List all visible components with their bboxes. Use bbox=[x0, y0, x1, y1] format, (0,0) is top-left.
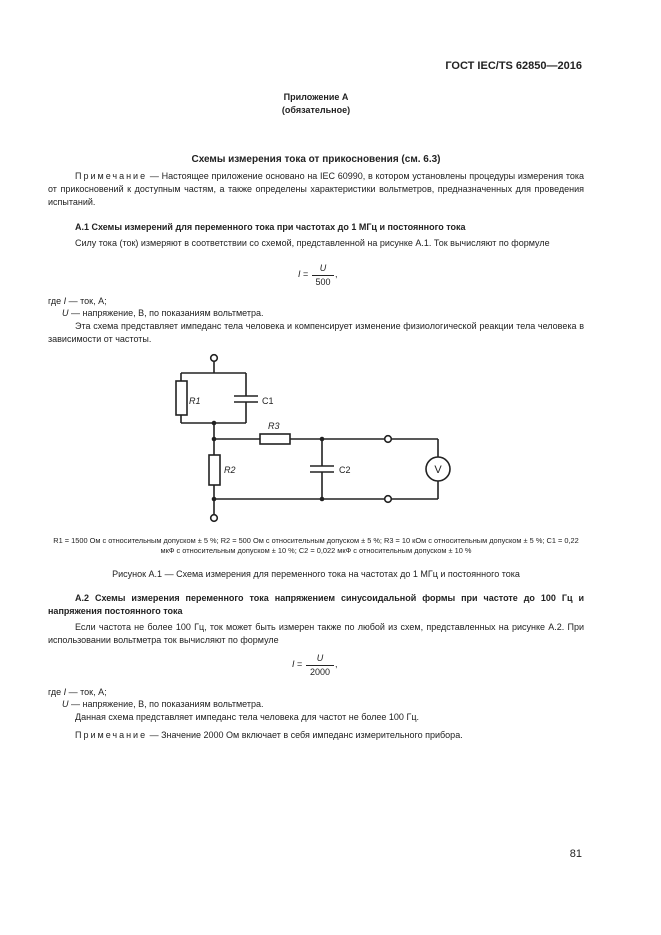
appendix-title: Приложение А bbox=[283, 92, 349, 102]
figure-values: R1 = 1500 Ом с относительным допуском ± 5 %; R2 = 500 Ом с относительным допуском ± 5 %; R3 = 10 кОм с относительным допуском ± 5 %; C1 = 0,22 мкФ с относительным допуском ± 10 %; C2 = 0,022 мкФ с относительным допуском ± 10 % bbox=[53, 536, 579, 555]
main-title: Схемы измерения тока от прикосновения (см. 6.3) bbox=[191, 154, 441, 165]
section-a2-paragraph-1: Если частота не более 100 Гц, ток может быть измерен также по любой из схем, представленных на рисунке А.2. При использовании вольтметра ток вычисляют по формуле bbox=[48, 622, 584, 645]
note-1-label: Примечание bbox=[75, 171, 148, 181]
appendix-subtitle: (обязательное) bbox=[281, 105, 351, 115]
r2-resistor bbox=[209, 455, 220, 485]
figure-caption: Рисунок А.1 — Схема измерения для переменного тока на частотах до 1 МГц и постоянного тока bbox=[112, 569, 520, 579]
note-2-label: Примечание bbox=[75, 730, 148, 740]
section-a1-where-2: U — напряжение, В, по показаниям вольтметра. bbox=[62, 308, 264, 318]
label-r1: R1 bbox=[189, 396, 201, 406]
section-a1-paragraph-1: Силу тока (ток) измеряют в соответствии со схемой, представленной на рисунке А.1. Ток вычисляют по формуле bbox=[75, 238, 550, 248]
section-a2-paragraph-2: Данная схема представляет импеданс тела человека для частот не более 100 Гц. bbox=[75, 712, 419, 722]
label-c1: C1 bbox=[262, 396, 274, 406]
r3-resistor bbox=[260, 434, 290, 444]
section-a2-title: А.2 Схемы измерения переменного тока напряжением синусоидальной формы при частоте до 100 Гц и напряжения постоянного тока bbox=[48, 593, 584, 616]
formula-a2-tail: , bbox=[335, 659, 338, 669]
formula-a1-eq: = bbox=[300, 269, 309, 279]
formula-a2-fraction bbox=[306, 652, 334, 679]
note-1-text: — Настоящее приложение основано на IEC 60990, в котором установлены процедуры измерения тока от прикосновений к доступным частям, а также определены характеристики вольтметров, предназначенных для проведения испытаний. bbox=[48, 171, 584, 207]
formula-a2-eq: = bbox=[294, 659, 303, 669]
formula-a2 bbox=[48, 652, 584, 682]
label-r2: R2 bbox=[224, 465, 236, 475]
node-c2-top bbox=[320, 437, 325, 442]
formula-a1-numerator: U bbox=[319, 263, 327, 273]
document-header: ГОСТ IEC/TS 62850—2016 bbox=[445, 60, 582, 72]
section-a1-title: А.1 Схемы измерений для переменного тока при частотах до 1 МГц и постоянного тока bbox=[75, 222, 466, 232]
formula-a1-tail: , bbox=[335, 269, 338, 279]
section-a1-paragraph-2: Эта схема представляет импеданс тела человека и компенсирует изменение физиологической реакции тела человека в зависимости от частоты. bbox=[48, 321, 584, 344]
page-number: 81 bbox=[569, 848, 582, 860]
section-a2-where-2: U — напряжение, В, по показаниям вольтметра. bbox=[62, 699, 264, 709]
terminal-bottom bbox=[211, 515, 218, 522]
label-r3: R3 bbox=[268, 421, 280, 431]
formula-a1-denominator: 500 bbox=[312, 275, 334, 289]
formula-a2-lhs: I bbox=[292, 659, 295, 669]
note-2 bbox=[48, 729, 584, 742]
section-a2-where-1: где I — ток, А; bbox=[48, 687, 107, 697]
label-c2: C2 bbox=[339, 465, 351, 475]
node-bottom bbox=[212, 497, 217, 502]
formula-a1-lhs: I bbox=[298, 269, 301, 279]
section-a1-where-1: где I — ток, А; bbox=[48, 296, 107, 306]
node-middle bbox=[212, 421, 217, 426]
formula-a2-numerator: U bbox=[316, 653, 324, 663]
r1-resistor bbox=[176, 381, 187, 415]
node-r3 bbox=[212, 437, 217, 442]
terminal-meter-bottom bbox=[385, 496, 392, 503]
formula-a2-denominator: 2000 bbox=[306, 665, 334, 679]
node-c2-bottom bbox=[320, 497, 325, 502]
terminal-top bbox=[211, 355, 218, 362]
label-voltmeter: V bbox=[434, 464, 442, 476]
note-2-text: — Значение 2000 Ом включает в себя импеданс измерительного прибора. bbox=[147, 730, 463, 740]
terminal-meter-top bbox=[385, 436, 392, 443]
